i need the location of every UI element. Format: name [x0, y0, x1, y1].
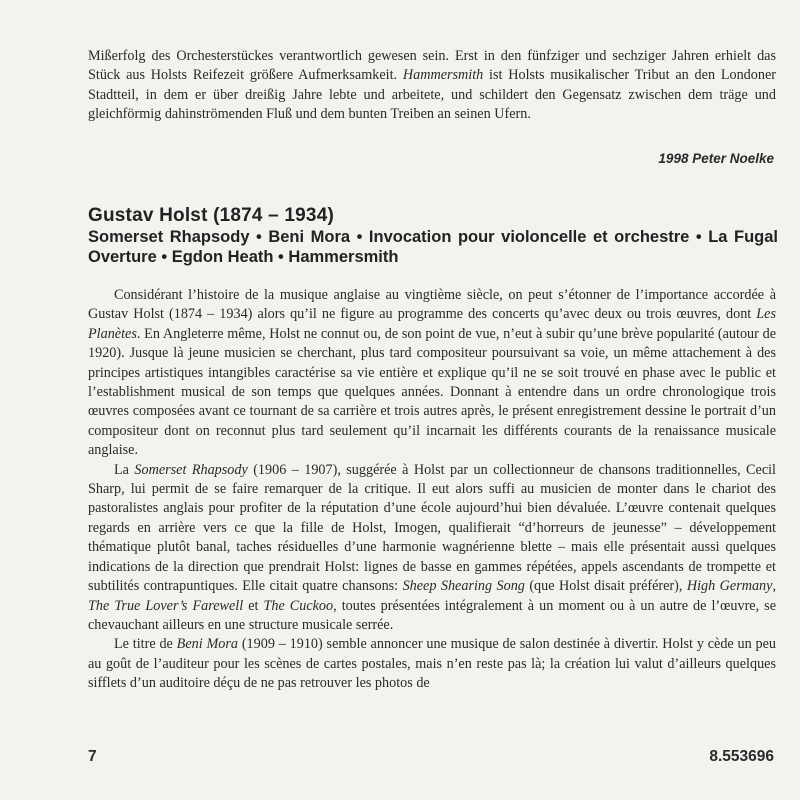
- paragraph: Le titre de Beni Mora (1909 – 1910) semble annoncer une musique de salon destinée à divertir. Holst y cède un peu au goût de l’auditeur pour les scènes de cartes postales, mais n’en reste pas là; la création lui valut d’ailleurs quelques sifflets d’un auditoire déçu de ne pas retrouver les photos de: [88, 636, 777, 692]
- intro-italic-title: Hammersmith: [402, 67, 484, 84]
- paragraph: La Somerset Rhapsody (1906 – 1907), suggérée à Holst par un collectionneur de chansons traditionnelles, Cecil Sharp, lui permit de se faire remarquer de la critique. Il eut alors suffi au musicien de monter dans le chariot des pastoralistes anglais pour profiter de la réputation d’une école aujourd’hui bien dévaluée. L’œuvre contenait quelques regards en arrière vers ce que la fille de Holst, Imogen, qualifierait “d’horreurs de jeunesse” – développement thématique plutôt banal, taches résiduelles d’une harmonie wagnérienne blette – mais elle présentait aussi quelques indications de la direction que prendrait Holst: lignes de basse en gammes répétées, appels ascendants de trompette et subtilités contrapuntiques. Elle citait quatre chansons: Sheep Shearing Song (que Holst disait préférer), High Germany, The True Lover’s Farewell et The Cuckoo, toutes présentées intégralement à un moment ou à un autre de l’œuvre, se chevauchant ailleurs en une structure musicale serrée.: [88, 461, 777, 633]
- intro-text: ist Holsts musikalischer Tribut an den Londoner Stadtteil, in dem er über dreißig Jahre lebte und arbeitete, und schildert den Gegensatz zwischen dem träge und gleichförmig dahinströmenden Fluß und dem bunten Treiben an seinen Ufern.: [88, 67, 776, 123]
- intro-text: Mißerfolg des Orchesterstückes verantwortlich gewesen sein. Erst in den fünfziger und sechziger Jahren erhielt das Stück aus Holsts Reifezeit größere Aufmerksamkeit.: [88, 48, 776, 84]
- author-signature: 1998 Peter Noelke: [658, 151, 774, 166]
- body-text: [88, 286, 776, 694]
- intro-paragraph: [88, 47, 776, 125]
- paragraph: Considérant l’histoire de la musique anglaise au vingtième siècle, on peut s’étonner de l’importance accordée à Gustav Holst (1874 – 1934) alors qu’il ne figure au programme des concerts qu’avec deux ou trois œuvres, dont Les Planètes. En Angleterre même, Holst ne connut ou, de son point de vue, n’eut à subir qu’une brève popularité (autour de 1920). Jusque là jeune musicien se cherchant, plus tard compositeur poursuivant sa voie, un même attachement à des principes artistiques intangibles caractérise sa vie entière et explique qu’il ne se soit trouvé en phase avec le public et l’establishment musical de son temps que quelques années. Donnant à entendre dans un ordre chronologique trois œuvres composées avant ce tournant de sa carrière et trois autres après, le présent enregistrement dessine le portrait d’un compositeur dont on reconnut plus tard seulement qu’il incarnait les différents courants de la renaissance musicale anglaise.: [88, 287, 776, 459]
- catalogue-number: 8.553696: [709, 748, 774, 765]
- composer-heading: Gustav Holst (1874 – 1934): [88, 205, 334, 226]
- page-number: 7: [88, 748, 97, 765]
- works-subheading: Somerset Rhapsody • Beni Mora • Invocation pour violoncelle et orchestre • La Fugal Overture • Egdon Heath • Hammersmith: [88, 228, 778, 266]
